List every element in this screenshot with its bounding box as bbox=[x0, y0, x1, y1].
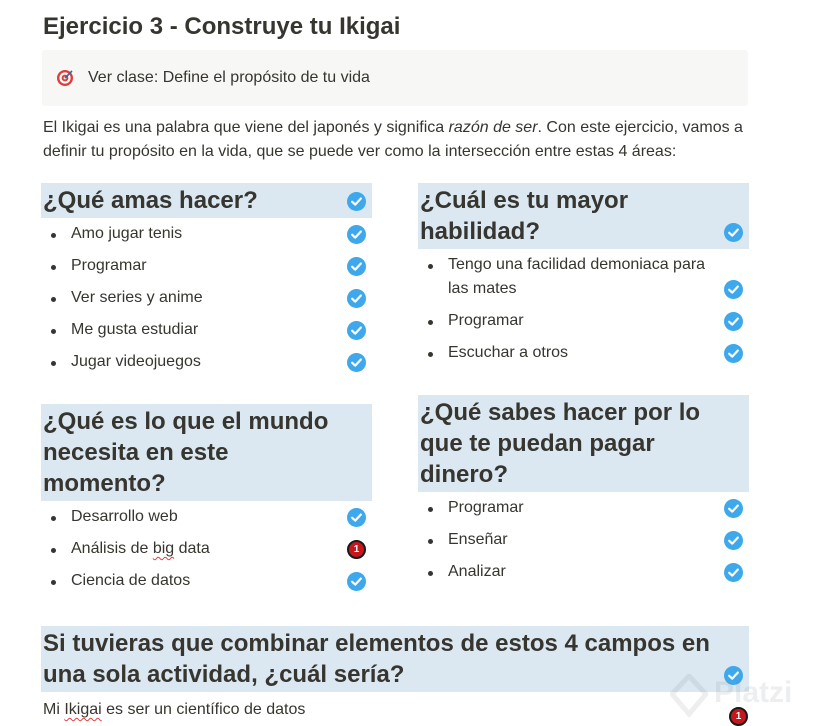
list-item bbox=[41, 218, 372, 250]
list-item bbox=[418, 492, 749, 524]
section-heading bbox=[41, 183, 372, 218]
check-icon[interactable] bbox=[347, 572, 366, 591]
check-icon[interactable] bbox=[347, 321, 366, 340]
section-heading-text: ¿Qué sabes hacer por lo que te puedan pagar dinero? bbox=[420, 399, 701, 488]
intro-emphasis: razón de ser bbox=[448, 119, 538, 136]
item-list bbox=[41, 218, 372, 378]
list-item-text: Analizar bbox=[448, 563, 506, 580]
spelling-error-word[interactable]: big bbox=[152, 540, 175, 557]
item-list bbox=[41, 501, 372, 597]
answer-text: Mi bbox=[43, 701, 65, 718]
section-skill bbox=[418, 183, 749, 369]
platzi-watermark bbox=[670, 672, 810, 722]
list-item-text: Amo jugar tenis bbox=[71, 225, 183, 242]
callout-text[interactable]: Ver clase: Define el propósito de tu vida bbox=[88, 69, 370, 86]
check-icon[interactable] bbox=[347, 225, 366, 244]
final-heading-text: Si tuvieras que combinar elementos de estos 4 campos en una sola actividad, ¿cuál sería? bbox=[43, 630, 710, 688]
list-item bbox=[41, 501, 372, 533]
section-heading-text: ¿Qué es lo que el mundo necesita en este momento? bbox=[43, 408, 329, 497]
list-item-text: Enseñar bbox=[448, 531, 508, 548]
list-item-text: Escuchar a otros bbox=[448, 344, 569, 361]
list-item bbox=[41, 250, 372, 282]
list-item-text: Ciencia de datos bbox=[71, 572, 191, 589]
check-icon[interactable] bbox=[724, 344, 743, 363]
list-item bbox=[41, 565, 372, 597]
item-list bbox=[418, 492, 749, 588]
text-part: data bbox=[174, 540, 210, 557]
list-item bbox=[418, 337, 749, 369]
section-heading bbox=[41, 404, 372, 501]
page-title: Ejercicio 3 - Construye tu Ikigai bbox=[43, 13, 401, 40]
list-item-text: Ver series y anime bbox=[71, 289, 203, 306]
check-icon[interactable] bbox=[347, 257, 366, 276]
list-item-text: Jugar videojuegos bbox=[71, 353, 201, 370]
list-item-text: Desarrollo web bbox=[71, 508, 178, 525]
list-item-text bbox=[71, 540, 210, 557]
intro-text-before: El Ikigai es una palabra que viene del japonés y significa bbox=[43, 119, 449, 136]
list-item bbox=[41, 282, 372, 314]
check-icon[interactable] bbox=[724, 312, 743, 331]
list-item bbox=[41, 346, 372, 378]
watermark-text: Platzi bbox=[714, 676, 793, 709]
check-icon[interactable] bbox=[347, 192, 366, 211]
spelling-error-word[interactable]: Ikigai bbox=[64, 701, 102, 718]
final-answer bbox=[43, 700, 749, 720]
callout-link[interactable] bbox=[42, 50, 748, 106]
check-icon[interactable] bbox=[724, 531, 743, 550]
item-list bbox=[418, 249, 749, 369]
error-badge-icon[interactable]: 1 bbox=[729, 707, 748, 726]
answer-text: es ser un científico de datos bbox=[101, 701, 306, 718]
check-icon[interactable] bbox=[724, 563, 743, 582]
list-item bbox=[418, 305, 749, 337]
list-item-text: Tengo una facilidad demoniaca para las mates bbox=[448, 256, 706, 297]
section-heading-text: ¿Cuál es tu mayor habilidad? bbox=[420, 187, 629, 245]
target-icon bbox=[56, 69, 74, 87]
final-heading bbox=[41, 626, 749, 692]
check-icon[interactable] bbox=[347, 508, 366, 527]
section-heading bbox=[418, 183, 749, 249]
final-question bbox=[41, 626, 749, 692]
platzi-logo-icon bbox=[670, 674, 708, 718]
text-part: Análisis de bbox=[71, 540, 153, 557]
list-item bbox=[418, 249, 749, 305]
list-item-text: Programar bbox=[448, 312, 524, 329]
intro-paragraph bbox=[43, 116, 753, 164]
error-badge-icon[interactable]: 1 bbox=[347, 540, 366, 559]
check-icon[interactable] bbox=[724, 280, 743, 299]
list-item-text: Programar bbox=[448, 499, 524, 516]
check-icon[interactable] bbox=[724, 499, 743, 518]
intro-text-after: . Con este ejercicio, vamos a definir tu propósito en la vida, que se puede ver como la intersección entre estas 4 áreas: bbox=[43, 119, 743, 160]
list-item bbox=[418, 524, 749, 556]
list-item bbox=[41, 314, 372, 346]
list-item bbox=[41, 533, 372, 565]
check-icon[interactable] bbox=[347, 353, 366, 372]
check-icon[interactable] bbox=[347, 289, 366, 308]
list-item-text: Programar bbox=[71, 257, 147, 274]
section-love bbox=[41, 183, 372, 378]
section-world-needs bbox=[41, 404, 372, 597]
list-item bbox=[418, 556, 749, 588]
list-item-text: Me gusta estudiar bbox=[71, 321, 199, 338]
check-icon[interactable] bbox=[724, 223, 743, 242]
section-heading bbox=[418, 395, 749, 492]
section-paid bbox=[418, 395, 749, 588]
section-heading-text: ¿Qué amas hacer? bbox=[43, 187, 258, 214]
